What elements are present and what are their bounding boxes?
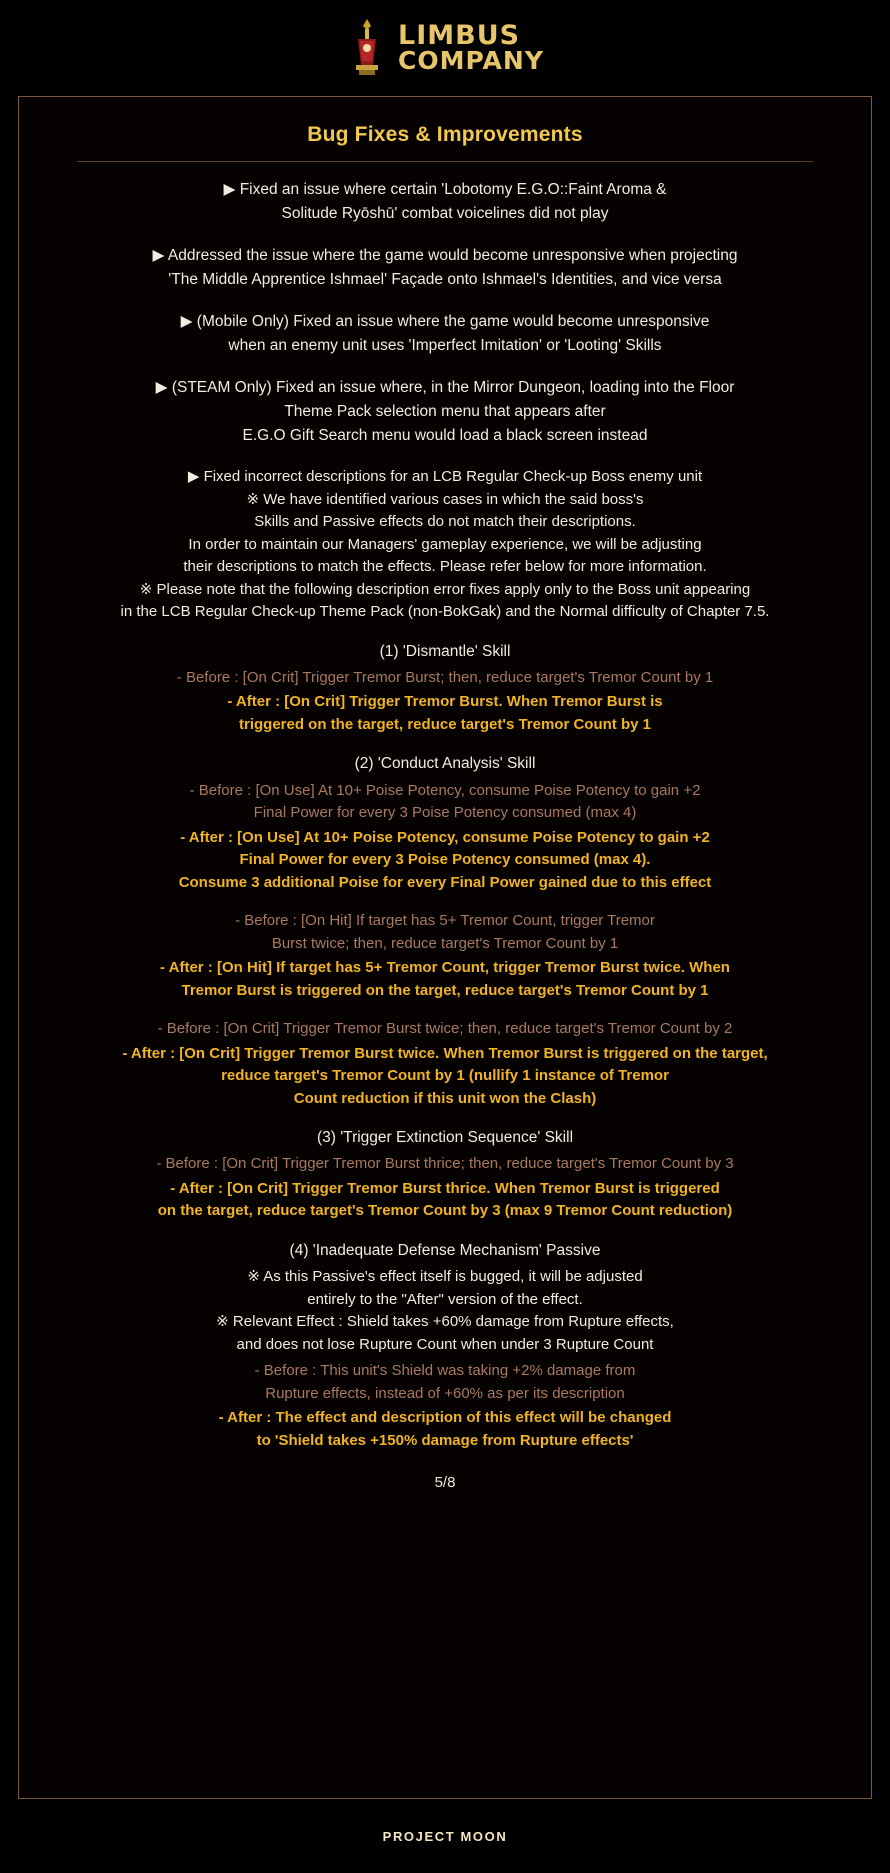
entry-after-text: - After : [On Crit] Trigger Tremor Burst thrice. When Tremor Burst is triggered on the target, reduce target's Tremor Count by 3 (max 9 Tremor Count reduction) <box>157 1179 733 1220</box>
page-title: Bug Fixes & Improvements <box>307 123 583 146</box>
bullet-item: ▶ Fixed an issue where certain 'Lobotomy E.G.O::Faint Aroma & Solitude Ryōshū' combat voicelines did not play <box>223 181 667 223</box>
entry-after-text: - After : [On Crit] Trigger Tremor Burst. When Tremor Burst is triggered on the target, reduce target's Tremor Count by 1 <box>227 693 663 733</box>
entry-heading: (3) 'Trigger Extinction Sequence' Skill <box>316 1129 574 1147</box>
bullet-item: ▶ Addressed the issue where the game would become unresponsive when projecting 'The Middle Apprentice Ishmael' Façade onto Ishmael's Identities, and vice versa <box>152 247 738 289</box>
bullet-item: ▶ (STEAM Only) Fixed an issue where, in the Mirror Dungeon, loading into the Floor Theme Pack selection menu that appears after E.G.O Gift Search menu would load a black screen instead <box>155 379 735 445</box>
spacer <box>29 894 861 906</box>
entry-after-text: - After : The effect and description of this effect will be changed to 'Shield takes +150% damage from Rupture effects' <box>218 1409 672 1449</box>
entry-before-text: - Before : [On Crit] Trigger Tremor Burst thrice; then, reduce target's Tremor Count by 3 <box>156 1155 734 1173</box>
logo-wordmark <box>398 20 544 75</box>
boss-description-intro: ▶ Fixed incorrect descriptions for an LCB Regular Check-up Boss enemy unit ※ We have identified various cases in which the said boss's Skills and Passive effects do not match their descriptions. In order to maintain our Managers' gameplay experience, we will be adjusting their descriptions to match the effects. Please refer below for more information. ※ Please note that the following description error fixes apply only to the Boss unit appearing in the LCB Regular Check-up Theme Pack (non-BokGak) and the Normal difficulty of Chapter 7.5. <box>120 468 770 621</box>
entry-after-text: - After : [On Crit] Trigger Tremor Burst twice. When Tremor Burst is triggered on the target, reduce target's Tremor Count by 1 (nullify 1 instance of Tremor Count reduction if this unit won the Clash) <box>122 1044 768 1107</box>
patch-notes-panel <box>18 96 872 1799</box>
entry-heading: (2) 'Conduct Analysis' Skill <box>354 755 536 773</box>
limbus-company-logo-icon <box>346 17 388 79</box>
entry-heading: (4) 'Inadequate Defense Mechanism' Passive <box>289 1241 601 1259</box>
page-number: 5/8 <box>434 1474 456 1492</box>
entry-before-text: - Before : This unit's Shield was taking +2% damage from Rupture effects, instead of +60% as per its description <box>254 1362 636 1402</box>
entry-after-text: - After : [On Hit] If target has 5+ Tremor Count, trigger Tremor Burst twice. When Tremor Burst is triggered on the target, reduce target's Tremor Count by 1 <box>160 959 730 999</box>
entry-before-text: - Before : [On Use] At 10+ Poise Potency, consume Poise Potency to gain +2 Final Power for every 3 Poise Potency consumed (max 4) <box>189 781 701 822</box>
spacer <box>29 1002 861 1014</box>
logo-line-1: LIMBUS <box>398 20 521 52</box>
page-footer <box>0 1799 890 1873</box>
page-header <box>0 0 890 96</box>
bullet-item: ▶ (Mobile Only) Fixed an issue where the game would become unresponsive when an enemy unit uses 'Imperfect Imitation' or 'Looting' Skills <box>180 313 710 355</box>
footer-brand: PROJECT MOON <box>382 1828 508 1844</box>
logo-line-2: COMPANY <box>398 45 544 75</box>
entry-before-text: - Before : [On Crit] Trigger Tremor Burst twice; then, reduce target's Tremor Count by 2 <box>157 1020 733 1038</box>
entry-before-text: - Before : [On Crit] Trigger Tremor Burst; then, reduce target's Tremor Count by 1 <box>176 668 714 686</box>
entry-after-text: - After : [On Use] At 10+ Poise Potency, consume Poise Potency to gain +2 Final Power for every 3 Poise Potency consumed (max 4). Consume 3 additional Poise for every Final Power gained due to this effect <box>178 828 712 891</box>
title-divider <box>77 161 813 162</box>
entry-before-text: - Before : [On Hit] If target has 5+ Tremor Count, trigger Tremor Burst twice; then, reduce target's Tremor Count by 1 <box>235 912 655 952</box>
entry-notes: ※ As this Passive's effect itself is bugged, it will be adjusted entirely to the "After" version of the effect. ※ Relevant Effect : Shield takes +60% damage from Rupture effects, and does not lose Rupture Count when under 3 Rupture Count <box>216 1268 674 1353</box>
entry-heading: (1) 'Dismantle' Skill <box>379 642 511 660</box>
